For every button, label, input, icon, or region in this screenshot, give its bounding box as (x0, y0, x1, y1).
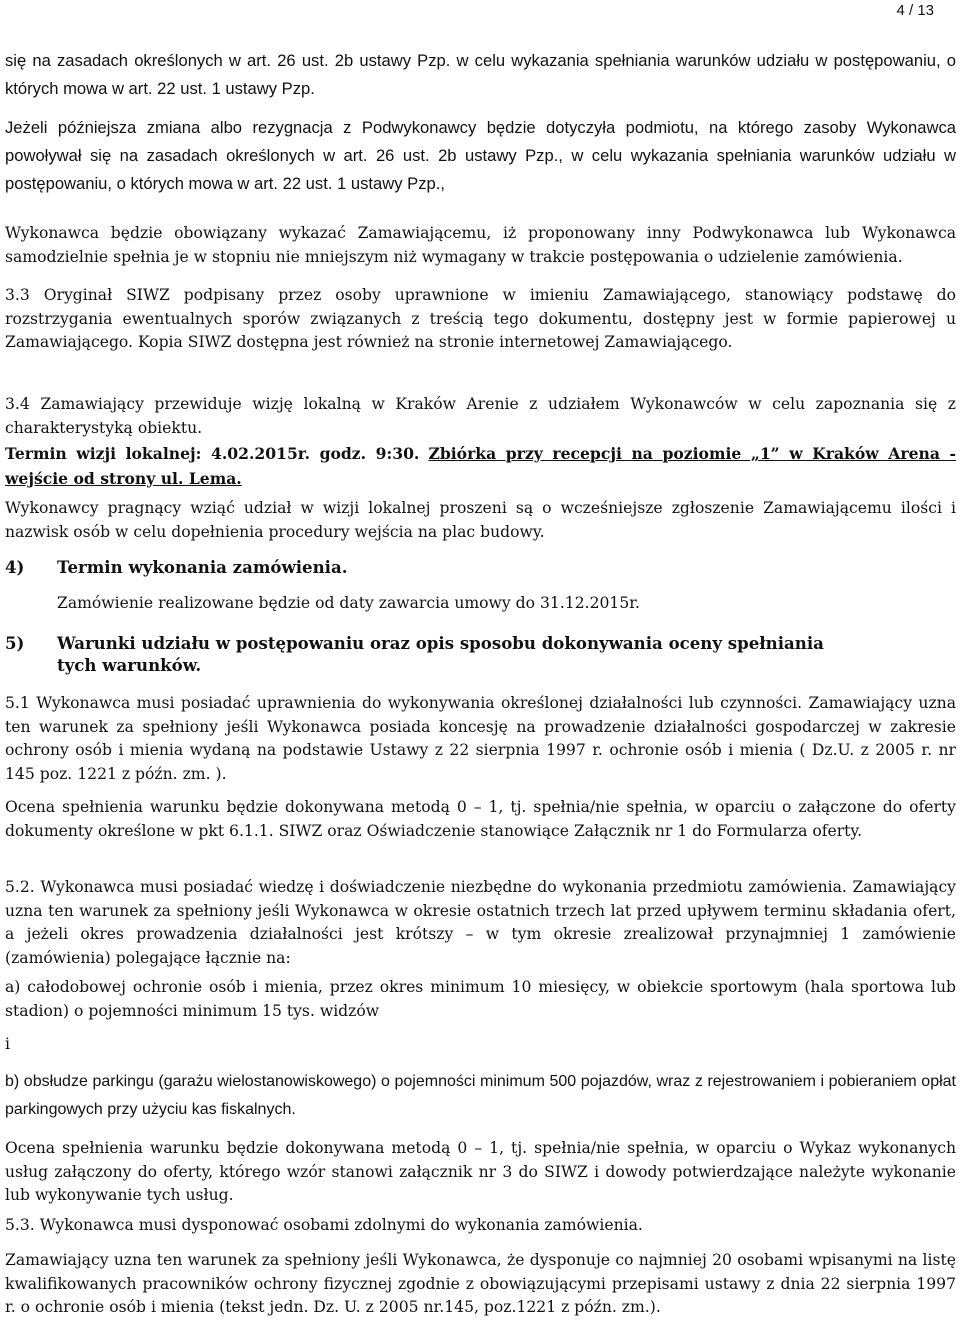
meeting-point: Zbiórka przy recepcji na poziomie „1” w Kraków Arena - wejście od strony ul. Lema. (5, 444, 956, 488)
section-5-number: 5) (5, 633, 25, 653)
paragraph-5-2: 5.2. Wykonawca musi posiadać wiedzę i doświadczenie niezbędne do wykonania przedmiotu zamówienia. Zamawiający uzna ten warunek za spełniony jeśli Wykonawca w okresie ostatnich trzech lat przed upływem terminu składania ofert, a jeżeli okres prowadzenia działalności jest krótszy – w tym okresie zrealizował przynajmniej 1 zamówienie (zamówienia) polegające łącznie na: (5, 878, 956, 967)
paragraph-inspection-date (5, 442, 956, 491)
paragraph-completion-date: Zamówienie realizowane będzie od daty zawarcia umowy do 31.12.2015r. (57, 594, 640, 612)
paragraph-evaluation-2: Ocena spełnienia warunku będzie dokonywana metodą 0 – 1, tj. spełnia/nie spełnia, w oparciu o Wykaz wykonanych usług załączony do oferty, którego wzór stanowi załącznik nr 3 do SIWZ i dowody potwierdzające należyte wykonanie lub wykonywanie tych usług. (5, 1139, 956, 1204)
paragraph-evaluation-1: Ocena spełnienia warunku będzie dokonywana metodą 0 – 1, tj. spełnia/nie spełnia, w oparciu o załączone do oferty dokumenty określone w pkt 6.1.1. SIWZ oraz Oświadczenie stanowiące Załącznik nr 1 do Formularza oferty. (5, 798, 956, 840)
paragraph-staff-condition: Zamawiający uzna ten warunek za spełniony jeśli Wykonawca, że dysponuje co najmniej 20 osobami wpisanymi na listę kwalifikowanych pracowników ochrony fizycznej zgodnie z obowiązującymi przepisami ustawy z dnia 22 sierpnia 1997 r. o ochronie osób i mienia (tekst jedn. Dz. U. z 2005 nr.145, poz.1221 z późn. zm.). (5, 1251, 956, 1316)
paragraph-registration: Wykonawcy pragnący wziąć udział w wizji lokalnej proszeni są o wcześniejsze zgłoszenie Zamawiającemu ilości i nazwisk osób w celu dopełnienia procedury wejścia na plac budowy. (5, 499, 956, 541)
paragraph-and: i (5, 1035, 10, 1053)
paragraph-5-3: 5.3. Wykonawca musi dysponować osobami zdolnymi do wykonania zamówienia. (5, 1216, 643, 1234)
paragraph-3-3: 3.3 Oryginał SIWZ podpisany przez osoby uprawnione w imieniu Zamawiającego, stanowiący podstawę do rozstrzygania ewentualnych sporów związanych z treścią tego dokumentu, dostępny jest w formie papierowej u Zamawiającego. Kopia SIWZ dostępna jest również na stronie internetowej Zamawiającego. (5, 286, 956, 351)
paragraph-obligation: Wykonawca będzie obowiązany wykazać Zamawiającemu, iż proponowany inny Podwykonawca lub Wykonawca samodzielnie spełnia je w stopniu nie mniejszym niż wymagany w trakcie postępowania o udzielenie zamówienia. (5, 224, 956, 266)
section-5-title: Warunki udziału w postępowaniu oraz opis sposobu dokonywania oceny spełniania (57, 633, 824, 653)
paragraph-5-2-a: a) całodobowej ochronie osób i mienia, przez okres minimum 10 miesięcy, w obiekcie sportowym (hala sportowa lub stadion) o pojemności minimum 15 tys. widzów (5, 978, 956, 1020)
paragraph-3-4: 3.4 Zamawiający przewiduje wizję lokalną w Kraków Arenie z udziałem Wykonawców w celu zapoznania się z charakterystyką obiektu. (5, 395, 956, 437)
paragraph-intro: się na zasadach określonych w art. 26 ust. 2b ustawy Pzp. w celu wykazania spełniania warunków udziału w postępowaniu, o których mowa w art. 22 ust. 1 ustawy Pzp. (5, 51, 956, 98)
section-5-title-continued: tych warunków. (57, 655, 202, 675)
section-4-heading (5, 554, 348, 580)
inspection-date: Termin wizji lokalnej: 4.02.2015r. godz. 9:30. (5, 444, 420, 463)
section-4-number: 4) (5, 557, 25, 577)
section-4-title: Termin wykonania zamówienia. (57, 557, 348, 577)
section-5-heading (5, 630, 824, 656)
paragraph-5-2-b: b) obsłudze parkingu (garażu wielostanowiskowego) o pojemności minimum 500 pojazdów, wraz z rejestrowaniem i pobieraniem opłat parkingowych przy użyciu kas fiskalnych. (5, 1073, 956, 1118)
paragraph-subcontractor-change: Jeżeli późniejsza zmiana albo rezygnacja z Podwykonawcy będzie dotyczyła podmiotu, na którego zasoby Wykonawca powoływał się na zasadach określonych w art. 26 ust. 2b ustawy Pzp., w celu wykazania spełniania warunków udziału w postępowaniu, o których mowa w art. 22 ust. 1 ustawy Pzp., (5, 118, 956, 193)
page-number: 4 / 13 (896, 2, 934, 19)
paragraph-5-1: 5.1 Wykonawca musi posiadać uprawnienia do wykonywania określonej działalności lub czynności. Zamawiający uzna ten warunek za spełniony jeśli Wykonawca posiada koncesję na prowadzenie działalności gospodarczej w zakresie ochrony osób i mienia wydaną na podstawie Ustawy z 22 sierpnia 1997 r. ochronie osób i mienia ( Dz.U. z 2005 r. nr 145 poz. 1221 z późn. zm. ). (5, 694, 956, 783)
